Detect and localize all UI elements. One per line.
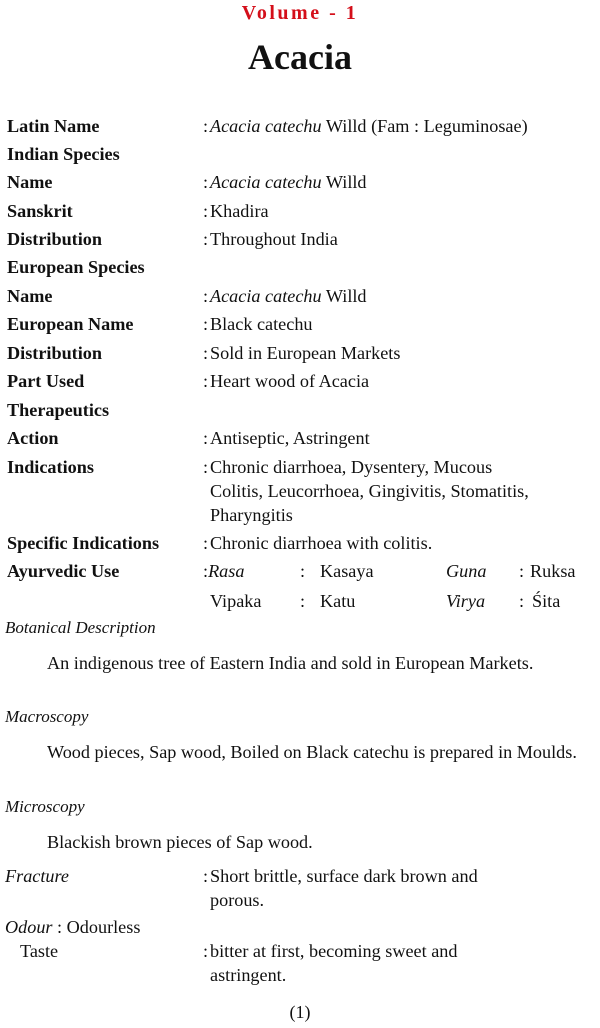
field-label: Action	[7, 428, 59, 448]
field-value: : Acacia catechu Willd (Fam : Leguminosae)	[203, 116, 528, 136]
section-heading-microscopy: Microscopy	[5, 797, 85, 816]
field-value: : Chronic diarrhoea with colitis.	[203, 533, 433, 553]
field-label: Fracture	[5, 866, 69, 886]
field-label: Taste	[20, 941, 59, 961]
field-value: : Heart wood of Acacia	[203, 371, 370, 391]
field-label: Indications	[7, 457, 94, 477]
field-value: : Khadira	[203, 201, 269, 221]
field-label: Name	[7, 286, 53, 306]
paragraph-microscopy: Blackish brown pieces of Sap wood.	[47, 832, 313, 852]
field-value: : Chronic diarrhoea, Dysentery, Mucous Colitis, Leucorrhoea, Gingivitis, Stomatitis, Pharyngitis	[203, 457, 529, 525]
field-value: : Antiseptic, Astringent	[203, 428, 370, 448]
field-label: Name	[7, 172, 53, 192]
field-label: Part Used	[7, 371, 85, 391]
vipaka-value: Katu	[320, 591, 356, 611]
field-label: Distribution	[7, 229, 102, 249]
paragraph-botanical: An indigenous tree of Eastern India and sold in European Markets.	[47, 653, 534, 673]
field-label: Distribution	[7, 343, 102, 363]
field-value: : Short brittle, surface dark brown and porous.	[203, 866, 478, 910]
paragraph-macroscopy: Wood pieces, Sap wood, Boiled on Black catechu is prepared in Moulds.	[47, 742, 577, 762]
field-value: : Acacia catechu Willd	[203, 172, 367, 192]
guna-value: Ruksa	[530, 561, 576, 581]
rasa-value: Kasaya	[320, 561, 374, 581]
field-label: European Name	[7, 314, 134, 334]
field-value: : Sold in European Markets	[203, 343, 401, 363]
volume-heading: Volume - 1	[241, 2, 359, 24]
field-value: : Acacia catechu Willd	[203, 286, 367, 306]
virya-value: Śita	[532, 591, 561, 611]
field-label: Specific Indications	[7, 533, 160, 553]
section-heading-macroscopy: Macroscopy	[5, 707, 89, 726]
page-title: Acacia	[248, 37, 352, 77]
field-value: : Throughout India	[203, 229, 338, 249]
field-value: : bitter at first, becoming sweet and astringent.	[203, 941, 458, 985]
field-label: Latin Name	[7, 116, 100, 136]
odour-value: : Odourless	[52, 917, 141, 937]
rasa-label: Rasa	[208, 561, 245, 581]
vipaka-label: Vipaka	[210, 591, 262, 611]
document-page: Volume - 1 Acacia Latin Name : Acacia catechu Willd (Fam : Leguminosae) Indian Species Name : Acacia catechu Willd Sanskrit : Khadira Distribution : Throughout India European Species Name : Acacia catechu Willd European Name : Black catechu Distribution : Sold in European Markets Part Used : Heart wood of Acacia Therapeutics Action : Antiseptic, Astringent Indications : Chronic diarrhoea, Dysentery, Mucous Colitis, Leucorrhoea, Gingivitis, Stomatitis, Pharyngitis Specific Indications : Chronic diarrhoea with colitis. Ayurvedic Use :Rasa : Kasaya Guna : Ruksa Vipaka : Katu Virya : Śita Botanical Description An indigenous tree of Eastern India and sold in European Markets. Macroscopy Wood pieces, Sap wood, Boiled on Black catechu is prepared in Moulds. Microscopy Blackish brown pieces of Sap wood. Fracture : Short brittle, surface dark brown and porous. Odour : Odourless Taste : bitter at first, becoming sweet and astringent. (1)	[0, 0, 600, 1028]
field-label: Ayurvedic Use	[7, 561, 120, 581]
field-value: : Black catechu	[203, 314, 313, 334]
odour-label: Odour	[5, 917, 53, 937]
field-label: Sanskrit	[7, 201, 73, 221]
virya-label: Virya	[446, 591, 486, 611]
page-number: (1)	[289, 1002, 311, 1022]
section-heading-botanical: Botanical Description	[5, 618, 156, 637]
guna-label: Guna	[446, 561, 487, 581]
